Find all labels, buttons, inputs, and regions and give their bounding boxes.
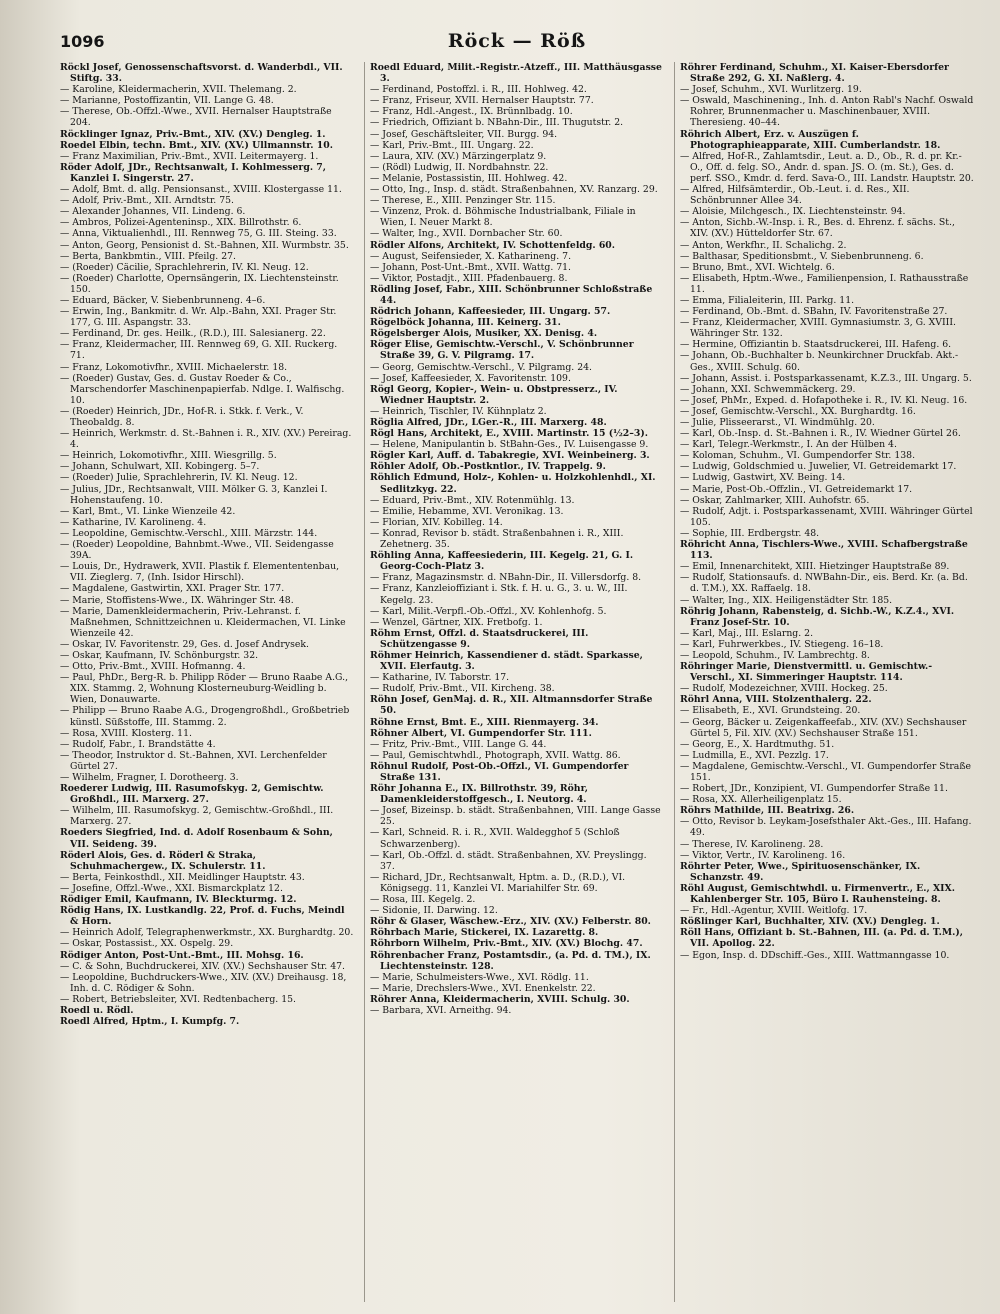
directory-entry: — Marie, Schulmeisters-Wwe., XVI. Rödlg. 11. (370, 971, 589, 983)
directory-entry: Rödig Hans, IX. Lustkandlg. 22, Prof. d. Fuchs, Meindl & Horn. (60, 905, 345, 928)
directory-entry: — Marianne, Postoffizantin, VII. Lange G. 48. (60, 95, 274, 107)
directory-entry: Röhne Ernst, Bmt. E., XIII. Rienmayerg. 34. (370, 716, 599, 728)
directory-entry: Rögelböck Johanna, III. Keinerg. 31. (370, 317, 561, 329)
directory-entry: Röhrer Ferdinand, Schuhm., XI. Kaiser-Ebersdorfer Straße 292, G. XI. Naßlerg. 4. (680, 62, 949, 85)
directory-entry: — Ferdinand, Ob.-Bmt. d. SBahn, IV. Favoritenstraße 27. (680, 306, 948, 318)
directory-entry: — Erwin, Ing., Bankmitr. d. Wr. Alp.-Bahn, XXI. Prager Str. 177, G. III. Aspangstr. 33. (60, 306, 337, 329)
directory-entry: — Rudolf, Priv.-Bmt., VII. Kircheng. 38. (370, 683, 555, 695)
page-header (60, 28, 974, 58)
directory-entry: Rögelsberger Alois, Musiker, XX. Denisg. 4. (370, 328, 598, 340)
directory-entry: Rögl Hans, Architekt, E., XVIII. Martinstr. 15 (½2–3). (370, 428, 649, 440)
directory-entry: — (Roeder) Leopoldine, Bahnbmt.-Wwe., VII. Seidengasse 39A. (60, 539, 334, 562)
directory-entry: — Magdalene, Gastwirtin, XXI. Prager Str. 177. (60, 583, 285, 595)
directory-entry: — Wilhelm, III. Rasumofskyg. 2, Gemischtw.-Großhdl., III. Marxerg. 27. (60, 805, 334, 828)
directory-entry: — Walter, Ing., XVII. Dornbacher Str. 60. (370, 228, 563, 240)
directory-entry: — Eduard, Priv.-Bmt., XIV. Rotenmühlg. 13. (370, 494, 575, 506)
directory-entry: — Oskar, Postassist., XX. Ospelg. 29. (60, 938, 234, 950)
column-left (60, 62, 354, 1302)
directory-entry: — Karl, Maj., III. Eslarng. 2. (680, 627, 814, 639)
directory-entry: — Eduard, Bäcker, V. Siebenbrunneng. 4–6. (60, 294, 266, 306)
directory-entry: — Josefine, Offzl.-Wwe., XXI. Bismarckplatz 12. (60, 882, 283, 894)
directory-entry: — Adolf, Bmt. d. allg. Pensionsanst., XVIII. Klostergasse 11. (60, 184, 342, 196)
directory-entry: — (Roeder) Julie, Sprachlehrerin, IV. Kl. Neug. 12. (60, 472, 298, 484)
directory-entry: Röhr & Glaser, Wäschew.-Erz., XIV. (XV.) Felberstr. 80. (370, 916, 651, 928)
directory-entry: Röger Elise, Gemischtw.-Verschl., V. Schönbrunner Straße 39, G. V. Pilgramg. 17. (370, 339, 634, 362)
directory-entry: — Karoline, Kleidermacherin, XVII. Thelemang. 2. (60, 84, 297, 96)
directory-entry: — Alfred, Hilfsämterdir., Ob.-Leut. i. d. Res., XII. Schönbrunner Allee 34. (680, 184, 910, 207)
directory-entry: — Franz, Kleidermacher, III. Rennweg 69, G. XII. Ruckerg. 71. (60, 339, 338, 362)
directory-entry: Rögl Georg, Kopier-, Wein- u. Obstpresserz., IV. Wiedner Hauptstr. 2. (370, 383, 618, 406)
directory-entry: Röhmer Heinrich, Kassendiener d. städt. Sparkasse, XVII. Elerfautg. 3. (370, 649, 643, 673)
directory-entry: Röhrich Albert, Erz. v. Auszügen f. Photographieapparate, XIII. Cumberlandstr. 18. (680, 128, 941, 151)
directory-entry: Röcklinger Ignaz, Priv.-Bmt., XIV. (XV.) Dengleg. 1. (60, 128, 326, 140)
directory-entry: — Egon, Insp. d. DDschiff.-Ges., XIII. Wattmanngasse 10. (680, 949, 950, 961)
directory-entry: — Heinrich, Tischler, IV. Kühnplatz 2. (370, 405, 547, 417)
directory-entry: — Johann, Assist. i. Postsparkassenamt, K.Z.3., III. Ungarg. 5. (680, 372, 972, 384)
directory-entry: Rödiger Emil, Kaufmann, IV. Bleckturmg. 12. (60, 894, 297, 906)
directory-entry: — Berta, Bankbmtin., VIII. Pfeilg. 27. (60, 250, 236, 262)
directory-entry: — (Roeder) Heinrich, JDr., Hof-R. i. Stkk. f. Verk., V. Theobaldg. 8. (60, 405, 304, 428)
directory-entry: — Otto, Revisor b. Leykam-Josefsthaler Akt.-Ges., III. Hafang. 49. (680, 816, 972, 839)
directory-entry: — Florian, XIV. Kobilleg. 14. (370, 516, 503, 528)
directory-entry: — Vinzenz, Prok. d. Böhmische Industrialbank, Filiale in Wien, I. Neuer Markt 8. (370, 206, 636, 229)
directory-entry: — Wenzel, Gärtner, XIX. Fretbofg. 1. (370, 616, 543, 628)
directory-entry: Roedel Elbin, techn. Bmt., XIV. (XV.) Ullmannstr. 10. (60, 139, 333, 151)
directory-entry: — Rudolf, Stationsaufs. d. NWBahn-Dir., eis. Berd. Kr. (a. Bd. d. T.M.), XX. Raffaelg. 18. (680, 572, 968, 595)
directory-entry: — Johann, Schulwart, XII. Kobingerg. 5–7. (60, 461, 260, 473)
directory-entry: — Berta, Feinkosthdl., XII. Meidlinger Hauptstr. 43. (60, 871, 305, 883)
directory-entry: — Ludmilla, E., XVI. Pezzlg. 17. (680, 749, 829, 761)
directory-entry: — Heinrich Adolf, Telegraphenwerkmstr., XX. Burghardtg. 20. (60, 927, 354, 939)
directory-entry: — Anna, Viktualienhdl., III. Rennweg 75, G. III. Steing. 33. (60, 228, 337, 240)
directory-entry: Röhrborn Wilhelm, Priv.-Bmt., XIV. (XV.) Blochg. 47. (370, 938, 643, 950)
directory-entry: — Ambros, Polizei-Agenteninsp., XIX. Billrothstr. 6. (60, 217, 302, 229)
directory-entry: Röhricht Anna, Tischlers-Wwe., XVIII. Schafbergstraße 113. (680, 539, 968, 562)
directory-entry: — Oskar, Zahlmarker, XIII. Auhofstr. 65. (680, 494, 870, 506)
directory-entry: — Franz, Hdl.-Angest., IX. Brünnlbadg. 10. (370, 106, 573, 118)
directory-entry: — Fr., Hdl.-Agentur, XVIII. Weitlofg. 17. (680, 905, 868, 917)
directory-entry: — Marie, Drechslers-Wwe., XVI. Enenkelstr. 22. (370, 982, 596, 994)
directory-entry: — Richard, JDr., Rechtsanwalt, Hptm. a. D., (R.D.), VI. Königsegg. 11, Kanzlei VI. Mariahilfer Str. 69. (370, 871, 626, 894)
directory-entry: — Julius, JDr., Rechtsanwalt, VIII. Mölker G. 3, Kanzlei I. Hohenstaufeng. 10. (60, 483, 328, 506)
directory-entry: — Leopoldine, Gemischtw.-Verschl., XIII. Märzstr. 144. (60, 527, 318, 539)
directory-entry: — Adolf, Priv.-Bmt., XII. Arndtstr. 75. (60, 195, 235, 207)
directory-entry: — Josef, Kaffeesieder, X. Favoritenstr. 109. (370, 372, 571, 384)
directory-entry: Röll Hans, Offiziant b. St.-Bahnen, III. (a. Pd. d. T.M.), VII. Apollog. 22. (680, 927, 963, 950)
directory-entry: Röhler Adolf, Ob.-Postkntlor., IV. Trappelg. 9. (370, 461, 606, 473)
directory-entry: — Leopold, Schuhm., IV. Lambrechtg. 8. (680, 649, 870, 661)
directory-entry: — Fritz, Priv.-Bmt., VIII. Lange G. 44. (370, 738, 547, 750)
directory-entry: — Oskar, IV. Favoritenstr. 29, Ges. d. Josef Andrysek. (60, 638, 309, 650)
directory-entry: — Anton, Sichb.-W.-Insp. i. R., Bes. d. Ehrenz. f. sächs. St., XIV. (XV.) Hütteldorfer Str. 67. (680, 217, 955, 240)
directory-entry: Rößlinger Karl, Buchhalter, XIV. (XV.) Dengleg. 1. (680, 916, 940, 928)
directory-entry: — Walter, Ing., XIX. Heiligenstädter Str. 185. (680, 594, 893, 606)
directory-entry: — Therese, IV. Karolineng. 28. (680, 838, 824, 850)
directory-entry: — Ferdinand, Dr. ges. Heilk., (R.D.), III. Salesianerg. 22. (60, 328, 326, 340)
directory-entry: — Georg, E., X. Hardtmuthg. 51. (680, 738, 835, 750)
directory-entry: — Barbara, XVI. Arneithg. 94. (370, 1004, 512, 1016)
directory-entry: Rögler Karl, Auff. d. Tabakregie, XVI. Weinbeinerg. 3. (370, 450, 650, 462)
directory-entry: — Heinrich, Werkmstr. d. St.-Bahnen i. R., XIV. (XV.) Pereirag. 4. (60, 428, 352, 451)
column-middle (364, 62, 664, 1302)
directory-entry: — Friedrich, Offiziant b. NBahn-Dir., III. Thugutstr. 2. (370, 117, 624, 129)
directory-entry: — Sidonie, II. Darwing. 12. (370, 905, 498, 917)
directory-entry: — Franz, Kleidermacher, XVIII. Gymnasiumstr. 3, G. XVIII. Währinger Str. 132. (680, 317, 956, 340)
directory-entry: — Paul, PhDr., Berg-R. b. Philipp Röder — Bruno Raabe A.G., XIX. Stammg. 2, Wohnung Klosterneuburg-Weidling b. Wien, Donauwarte. (60, 672, 349, 706)
directory-entry: Roedl Alfred, Hptm., I. Kumpfg. 7. (60, 1016, 240, 1028)
directory-entry: Röhrig Johann, Rabensteig, d. Sichb.-W., K.Z.4., XVI. Franz Josef-Str. 10. (680, 605, 955, 628)
directory-entry: — Melanie, Postassistin, III. Hohlweg. 42. (370, 172, 568, 184)
directory-entry: — Paul, Gemischtwhdl., Photograph, XVII. Wattg. 86. (370, 749, 621, 761)
directory-entry: — (Roeder) Gustav, Ges. d. Gustav Roeder & Co., Marschendorfer Maschinenpapierfab. Ndlge. I. Walfischg. 10. (60, 372, 345, 406)
directory-entry: Roedl u. Rödl. (60, 1004, 134, 1016)
directory-entry: Rödrich Johann, Kaffeesieder, III. Ungarg. 57. (370, 306, 611, 318)
directory-entry: — Ludwig, Gastwirt, XV. Being. 14. (680, 472, 846, 484)
directory-entry: Röhrer Anna, Kleidermacherin, XVIII. Schulg. 30. (370, 993, 630, 1005)
directory-entry: — Robert, Betriebsleiter, XVI. Redtenbacherg. 15. (60, 993, 296, 1005)
directory-entry: — Aloisie, Milchgesch., IX. Liechtensteinstr. 94. (680, 206, 906, 218)
directory-entry: Röhrbach Marie, Stickerei, IX. Lazarettg. 8. (370, 927, 599, 939)
directory-entry: Roedl Eduard, Milit.-Registr.-Atzeff., III. Matthäusgasse 3. (370, 62, 662, 85)
directory-entry: Röhnul Rudolf, Post-Ob.-Offzl., VI. Gumpendorfer Straße 131. (370, 760, 629, 783)
directory-entry: — Josef, PhMr., Exped. d. Hofapotheke i. R., IV. Kl. Neug. 16. (680, 394, 968, 406)
directory-entry: — Otto, Priv.-Bmt., XVIII. Hofmanng. 4. (60, 661, 246, 673)
directory-entry: — Konrad, Revisor b. städt. Straßenbahnen i. R., XIII. Zehetnerg. 35. (370, 527, 624, 551)
directory-entry: — C. & Sohn, Buchdruckerei, XIV. (XV.) Sechshauser Str. 47. (60, 960, 346, 972)
directory-entry: — Karl, Schneid. R. i. R., XVII. Waldegghof 5 (Schloß Schwarzenberg). (370, 827, 620, 850)
directory-columns (60, 62, 974, 1302)
directory-entry: — Laura, XIV. (XV.) Märzingerplatz 9. (370, 150, 547, 162)
directory-entry: — Josef, Bizeinsp. b. städt. Straßenbahnen, VIII. Lange Gasse 25. (370, 805, 661, 828)
directory-entry: — Rosa, III. Kegelg. 2. (370, 894, 476, 906)
directory-entry: — Karl, Fuhrwerkbes., IV. Stiegeng. 16–18. (680, 638, 884, 650)
directory-entry: — Anton, Werkfhr., II. Schalichg. 2. (680, 239, 847, 251)
directory-entry: Rödling Josef, Fabr., XIII. Schönbrunner Schloßstraße 44. (370, 283, 653, 306)
directory-entry: — Emma, Filialeiterin, III. Parkg. 11. (680, 294, 855, 306)
directory-entry: Röderl Alois, Ges. d. Röderl & Straka, Schuhmachergew., IX. Schulerstr. 11. (60, 849, 266, 872)
directory-entry: Röhl August, Gemischtwhdl. u. Firmenvertr., E., XIX. Kahlenberger Str. 105, Büro I. Rauhensteing. 8. (680, 882, 955, 906)
directory-entry: — Franz, Lokomotivfhr., XVIII. Michaelerstr. 18. (60, 361, 288, 373)
directory-entry: — Robert, JDr., Konzipient, VI. Gumpendorfer Straße 11. (680, 783, 948, 795)
directory-entry: Röhlich Edmund, Holz-, Kohlen- u. Holzkohlenhdl., XI. Sedlitzkyg. 22. (370, 472, 656, 495)
directory-entry: — (Roeder) Charlotte, Opernsängerin, IX. Liechtensteinstr. 150. (60, 272, 339, 295)
directory-entry: — Bruno, Bmt., XVI. Wichtelg. 6. (680, 261, 835, 273)
directory-entry: Rödiger Anton, Post-Unt.-Bmt., III. Mohsg. 16. (60, 949, 304, 961)
directory-entry: — Franz, Kanzleioffiziant i. Stk. f. H. u. G., 3. u. W., III. Kegelg. 23. (370, 583, 628, 606)
directory-entry: — Magdalene, Gemischtw.-Verschl., VI. Gumpendorfer Straße 151. (680, 760, 972, 783)
directory-entry: Röhrter Peter, Wwe., Spirituosenschänker, IX. Schanzstr. 49. (680, 860, 921, 883)
directory-entry: — Theodor, Instruktor d. St.-Bahnen, XVI. Lerchenfelder Gürtel 27. (60, 749, 327, 772)
directory-entry: — Balthasar, Speditionsbmt., V. Siebenbrunneng. 6. (680, 250, 924, 262)
directory-entry: — Julie, Plisseerarst., VI. Windmühlg. 20. (680, 417, 875, 428)
directory-entry: — Emilie, Hebamme, XVI. Veronikag. 13. (370, 505, 564, 517)
directory-entry: Röder Adolf, JDr., Rechtsanwalt, I. Kohlmesserg. 7, Kanzlei I. Singerstr. 27. (60, 161, 327, 184)
directory-entry: — Georg, Gemischtw.-Verschl., V. Pilgramg. 24. (370, 361, 592, 373)
directory-entry: — Therese, E., XIII. Penzinger Str. 115. (370, 195, 556, 207)
directory-entry: — Josef, Schuhm., XVI. Wurlitzerg. 19. (680, 84, 862, 96)
directory-entry: — Elisabeth, Hptm.-Wwe., Familienpension, I. Rathausstraße 11. (680, 272, 969, 295)
directory-entry: Roederer Ludwig, III. Rasumofskyg. 2, Gemischtw. Großhdl., III. Marxerg. 27. (60, 783, 324, 806)
directory-entry: Röhrenbacher Franz, Postamtsdir., (a. Pd. d. TM.), IX. Liechtensteinstr. 128. (370, 949, 651, 972)
directory-entry: — Rudolf, Fabr., I. Brandstätte 4. (60, 738, 216, 750)
running-head: Röck — Röß (447, 30, 587, 52)
directory-entry: — Josef, Geschäftsleiter, VII. Burgg. 94. (370, 128, 558, 140)
directory-entry: — Katharine, IV. Taborstr. 17. (370, 672, 510, 684)
directory-entry: — Louis, Dr., Hydrawerk, XVII. Plastik f. Elemententenbau, VII. Zieglerg. 7, (Inh. Isidor Hirschl). (60, 561, 340, 584)
directory-entry: — Josef, Gemischtw.-Verschl., XX. Burghardtg. 16. (680, 405, 916, 417)
column-right (674, 62, 974, 1302)
directory-entry: — Rudolf, Adjt. i. Postsparkassenamt, XVIII. Währinger Gürtel 105. (680, 505, 973, 528)
directory-entry: — Karl, Ob.-Insp. d. St.-Bahnen i. R., IV. Wiedner Gürtel 26. (680, 428, 961, 440)
directory-entry: Roeders Siegfried, Ind. d. Adolf Rosenbaum & Sohn, VII. Seideng. 39. (60, 827, 333, 850)
directory-entry: Rödler Alfons, Architekt, IV. Schottenfeldg. 60. (370, 239, 616, 251)
directory-entry: Röglia Alfred, JDr., LGer.-R., III. Marxerg. 48. (370, 417, 607, 428)
directory-entry: — Viktor, Vertr., IV. Karolineng. 16. (680, 849, 846, 861)
directory-entry: — Marie, Stoffistens-Wwe., IX. Währinger Str. 48. (60, 594, 294, 606)
directory-entry: — Elisabeth, E., XVI. Grundsteing. 20. (680, 705, 861, 717)
directory-entry: — Rudolf, Modezeichner, XVIII. Hockeg. 25. (680, 683, 888, 695)
directory-entry: — Heinrich, Lokomotivfhr., XIII. Wiesgrillg. 5. (60, 450, 277, 462)
directory-entry: — Ferdinand, Postoffzl. i. R., III. Hohlweg. 42. (370, 84, 587, 96)
directory-entry: — Franz Maximilian, Priv.-Bmt., XVII. Leitermayerg. 1. (60, 150, 319, 162)
page-number: 1096 (60, 32, 105, 51)
directory-entry: Röckl Josef, Genossenschaftsvorst. d. Wanderbdl., VII. Stiftg. 33. (60, 62, 343, 85)
directory-entry: — (Roeder) Cäcilie, Sprachlehrerin, IV. Kl. Neug. 12. (60, 261, 309, 273)
directory-entry: — Johann, Ob.-Buchhalter b. Neunkirchner Druckfab. Akt.-Ges., XVIII. Schulg. 60. (680, 350, 959, 373)
directory-entry: — Karl, Milit.-Verpfl.-Ob.-Offzl., XV. Kohlenhofg. 5. (370, 605, 607, 617)
directory-entry: — Franz, Friseur, XVII. Hernalser Hauptstr. 77. (370, 95, 594, 107)
directory-entry: — Rosa, XX. Allerheiligenplatz 15. (680, 794, 842, 806)
directory-entry: — Oskar, Kaufmann, IV. Schönburgstr. 32. (60, 649, 259, 661)
directory-entry: — Johann, Post-Unt.-Bmt., XVII. Wattg. 71. (370, 261, 572, 273)
directory-entry: — Marie, Post-Ob.-Offzlin., VI. Getreidemarkt 17. (680, 483, 913, 495)
directory-entry: Röhrl Anna, VIII. Stolzenthalerg. 22. (680, 694, 872, 706)
directory-entry: Röhling Anna, Kaffeesiederin, III. Kegelg. 21, G. I. Georg-Coch-Platz 3. (370, 550, 634, 573)
directory-entry: — Johann, XXI. Schwemmäckerg. 29. (680, 383, 856, 395)
directory-entry: — Alexander Johannes, VII. Lindeng. 6. (60, 206, 246, 218)
directory-entry: Röhner Albert, VI. Gumpendorfer Str. 111. (370, 727, 592, 739)
directory-entry: — Karl, Priv.-Bmt., III. Ungarg. 22. (370, 139, 534, 151)
directory-entry: — August, Seifensieder, X. Katharineng. 7. (370, 250, 572, 262)
directory-entry: — Philipp — Bruno Raabe A.G., Drogengroßhdl., Großbetrieb künstl. Süßstoffe, III. Stammg. 2. (60, 705, 350, 728)
directory-entry: — (Rödl) Ludwig, II. Nordbahnstr. 22. (370, 161, 549, 173)
directory-entry: — Marie, Damenkleidermacherin, Priv.-Lehranst. f. Maßnehmen, Schnittzeichnen u. Kleidermachen, VI. Linke Wienzeile 42. (60, 605, 346, 639)
directory-entry: — Anton, Georg, Pensionist d. St.-Bahnen, XII. Wurmbstr. 35. (60, 239, 349, 251)
directory-entry: — Therese, Ob.-Offzl.-Wwe., XVII. Hernalser Hauptstraße 204. (60, 106, 332, 129)
directory-entry: Röhr Johanna E., IX. Billrothstr. 39, Röhr, Damenkleiderstoffgesch., I. Neutorg. 4. (370, 783, 589, 806)
directory-entry: — Karl, Telegr.-Werkmstr., I. An der Hülben 4. (680, 439, 897, 451)
directory-entry: — Otto, Ing., Insp. d. städt. Straßenbahnen, XV. Ranzarg. 29. (370, 184, 658, 196)
directory-entry: — Leopoldine, Buchdruckers-Wwe., XIV. (XV.) Dreihausg. 18, Inh. d. C. Rödiger & Sohn. (60, 971, 347, 994)
directory-entry: — Hermine, Offiziantin b. Staatsdruckerei, III. Hafeng. 6. (680, 339, 952, 351)
directory-entry: — Wilhelm, Fragner, I. Dorotheerg. 3. (60, 772, 239, 783)
directory-entry: Röhringer Marie, Dienstvermittl. u. Gemischtw.-Verschl., XI. Simmeringer Hauptstr. 114. (680, 661, 933, 684)
directory-entry: — Rosa, XVIII. Klosterg. 11. (60, 727, 192, 739)
directory-entry: — Viktor, Postadjt., XIII. Pfadenbauerg. 8. (370, 272, 568, 284)
directory-entry: — Koloman, Schuhm., VI. Gumpendorfer Str. 138. (680, 450, 916, 462)
directory-entry: — Katharine, IV. Karolineng. 4. (60, 516, 207, 528)
directory-entry: — Karl, Bmt., VI. Linke Wienzeile 42. (60, 505, 236, 517)
directory-entry: — Alfred, Hof-R., Zahlamtsdir., Leut. a. D., Ob., R. d. pr. Kr.-O., Off. d. felg. SO., Andr. d. span. JS. O. (m. St.), Ges. d. perf. SSO., Kmdr. d. ferd. Sava-O., III. Landstr. Hauptstr. 20. (680, 150, 974, 184)
directory-entry: — Sophie, III. Erdbergstr. 48. (680, 527, 820, 539)
directory-entry: — Franz, Magazinsmstr. d. NBahn-Dir., II. Villersdorfg. 8. (370, 572, 642, 584)
directory-entry: — Ludwig, Goldschmied u. Juwelier, VI. Getreidemarkt 17. (680, 461, 957, 473)
directory-entry: — Georg, Bäcker u. Zeigenkaffeefab., XIV. (XV.) Sechshauser Gürtel 5, Fil. XIV. (XV.) Sechshauser Straße 151. (680, 716, 967, 739)
directory-entry: — Oswald, Maschinening., Inh. d. Anton Rabl's Nachf. Oswald Rohrer, Brunnenmacher u. Maschinenbauer, XVIII. Theresieng. 40–44. (680, 95, 974, 129)
directory-entry: — Emil, Innenarchitekt, XIII. Hietzinger Hauptstraße 89. (680, 561, 950, 573)
directory-entry: Röhm Ernst, Offzl. d. Staatsdruckerei, III. Schützengasse 9. (370, 627, 589, 650)
directory-entry: Röhrs Mathilde, III. Beatrixg. 26. (680, 805, 855, 817)
directory-entry: — Karl, Ob.-Offzl. d. städt. Straßenbahnen, XV. Preyslingg. 37. (370, 849, 647, 872)
directory-entry: Röhn Josef, GenMaj. d. R., XII. Altmannsdorfer Straße 50. (370, 694, 653, 717)
directory-entry: — Helene, Manipulantin b. StBahn-Ges., IV. Luisengasse 9. (370, 439, 649, 451)
